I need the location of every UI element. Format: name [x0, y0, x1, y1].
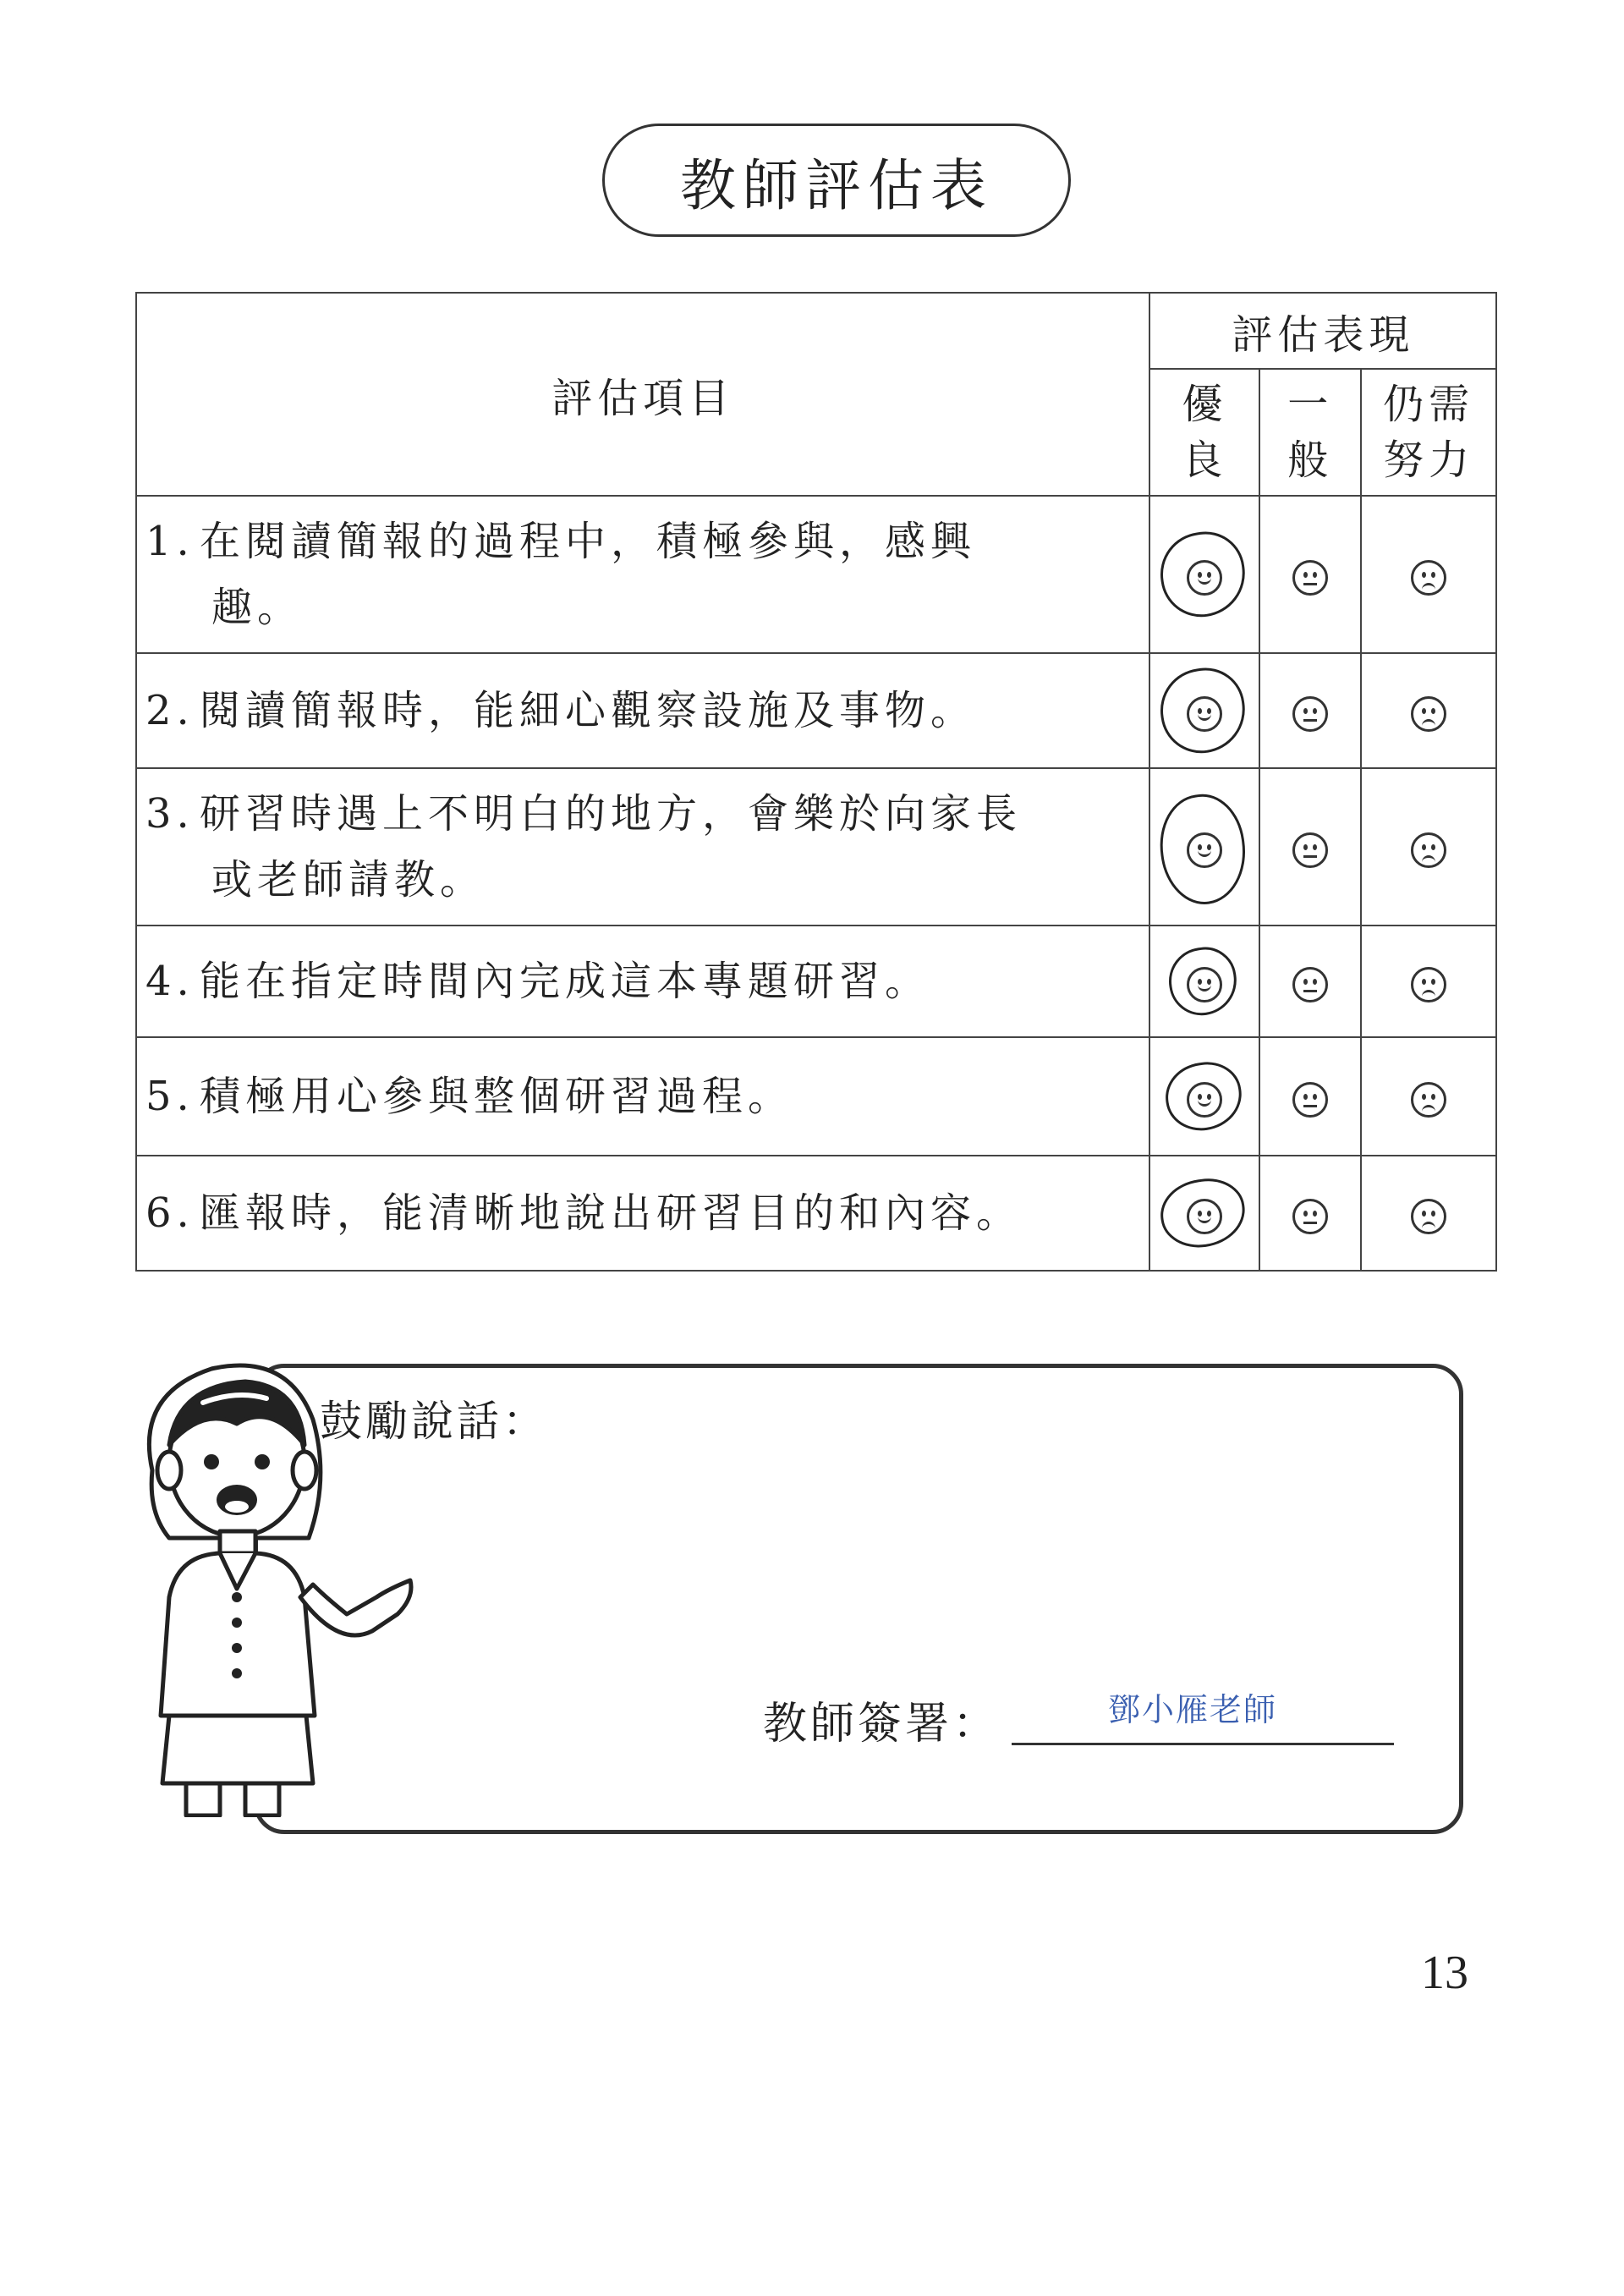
- rating-cell-excellent: [1149, 1037, 1259, 1156]
- rating-cell-excellent: [1149, 1156, 1259, 1271]
- rating-cell-excellent: [1149, 768, 1259, 926]
- table-row: [136, 768, 1496, 926]
- signature-label: 教師簽署：: [763, 1699, 1001, 1749]
- smile-face-icon: [1187, 696, 1222, 732]
- table-row: [136, 1037, 1496, 1156]
- rating-cell-needs-effort: [1361, 653, 1496, 768]
- neutral-face-icon: [1292, 1082, 1328, 1118]
- item-header: 評估項目: [136, 293, 1149, 496]
- table-row: [136, 496, 1496, 653]
- sad-face-icon: [1411, 967, 1446, 1002]
- rating-cell-excellent: [1149, 496, 1259, 653]
- page-title: 教師評估表: [602, 124, 1071, 237]
- rating-cell-average: [1259, 1037, 1361, 1156]
- rating-cell-needs-effort: [1361, 768, 1496, 926]
- table-row: [136, 926, 1496, 1037]
- neutral-face-icon: [1292, 696, 1328, 732]
- item-text: 5. 積極用心參與整個研習過程。: [136, 1037, 1149, 1156]
- rating-cell-average: [1259, 496, 1361, 653]
- sad-face-icon: [1411, 1199, 1446, 1234]
- item-text: 6. 匯報時，能清晰地說出研習目的和內容。: [136, 1156, 1149, 1271]
- teacher-signature: 鄧小雁老師: [1108, 1691, 1278, 1728]
- item-text: 3. 研習時遇上不明白的地方，會樂於向家長 或老師請教。: [136, 768, 1149, 926]
- table-row: [136, 653, 1496, 768]
- rating-cell-needs-effort: [1361, 926, 1496, 1037]
- item-text: 2. 閱讀簡報時，能細心觀察設施及事物。: [136, 653, 1149, 768]
- evaluation-table: [135, 292, 1497, 1272]
- rating-cell-excellent: [1149, 926, 1259, 1037]
- column-header-excellent: 優 良: [1149, 369, 1259, 496]
- rating-cell-needs-effort: [1361, 1037, 1496, 1156]
- table-row: [136, 1156, 1496, 1271]
- neutral-face-icon: [1292, 560, 1328, 596]
- sad-face-icon: [1411, 1082, 1446, 1118]
- rating-cell-average: [1259, 926, 1361, 1037]
- smile-face-icon: [1187, 1199, 1222, 1234]
- performance-header: 評估表現: [1149, 293, 1496, 369]
- rating-cell-average: [1259, 768, 1361, 926]
- page-number: 13: [1421, 1947, 1468, 1999]
- item-text: 1. 在閱讀簡報的過程中，積極參與，感興 趣。: [136, 496, 1149, 653]
- signature-line: [1012, 1743, 1394, 1745]
- item-text: 4. 能在指定時間內完成這本專題研習。: [136, 926, 1149, 1037]
- rating-cell-needs-effort: [1361, 496, 1496, 653]
- column-header-average: 一 般: [1259, 369, 1361, 496]
- sad-face-icon: [1411, 832, 1446, 868]
- smile-face-icon: [1187, 1082, 1222, 1118]
- sad-face-icon: [1411, 560, 1446, 596]
- rating-cell-average: [1259, 653, 1361, 768]
- encouragement-label: 鼓勵說話：: [320, 1397, 548, 1446]
- neutral-face-icon: [1292, 1199, 1328, 1234]
- teacher-illustration: [118, 1343, 457, 1817]
- smile-face-icon: [1187, 967, 1222, 1002]
- rating-cell-average: [1259, 1156, 1361, 1271]
- neutral-face-icon: [1292, 967, 1328, 1002]
- rating-cell-needs-effort: [1361, 1156, 1496, 1271]
- column-header-needs-effort: 仍需 努力: [1361, 369, 1496, 496]
- smile-face-icon: [1187, 832, 1222, 868]
- neutral-face-icon: [1292, 832, 1328, 868]
- smile-face-icon: [1187, 560, 1222, 596]
- sad-face-icon: [1411, 696, 1446, 732]
- rating-cell-excellent: [1149, 653, 1259, 768]
